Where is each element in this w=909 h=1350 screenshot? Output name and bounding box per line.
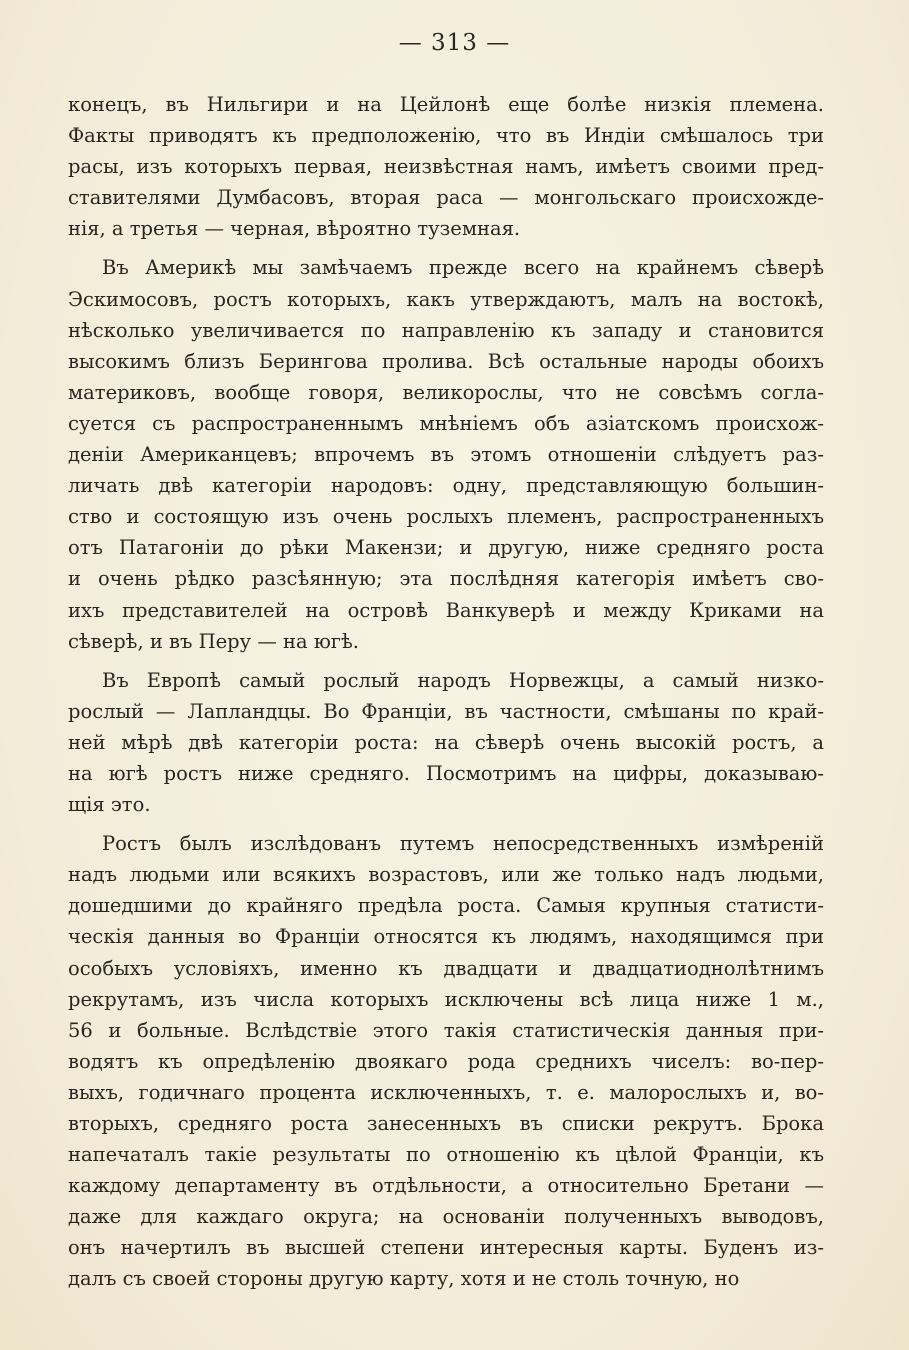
- text-line: высокимъ близъ Берингова пролива. Всѣ остальные народы обоихъ: [68, 349, 824, 373]
- text-line: расы, изъ которыхъ первая, неизвѣстная намъ, имѣетъ своими пред-: [68, 155, 824, 179]
- text-line: деніи Американцевъ; впрочемъ въ этомъ отношеніи слѣдуетъ раз-: [68, 443, 824, 467]
- text-line: выхъ, годичнаго процента исключенныхъ, т. е. малорослыхъ и, во-: [68, 1080, 824, 1104]
- text-line: напечаталъ такіе результаты по отношенію къ цѣлой Франціи, къ: [68, 1143, 824, 1167]
- text-line: даже для каждаго округа; на основаніи полученныхъ выводовъ,: [68, 1205, 824, 1229]
- text-line: суется съ распространеннымъ мнѣніемъ объ азіатскомъ происхож-: [68, 411, 824, 435]
- text-line: на югѣ ростъ ниже средняго. Посмотримъ на цифры, доказываю-: [68, 761, 824, 785]
- text-line: рослый — Лапландцы. Во Франціи, въ частности, смѣшаны по край-: [68, 699, 824, 723]
- text-line: ставителями Думбасовъ, вторая раса — монгольскаго происхожде-: [68, 186, 824, 210]
- text-line: материковъ, вообще говоря, великорослы, что не совсѣмъ согла-: [68, 380, 824, 404]
- paragraph: [68, 665, 824, 820]
- text-line: Ростъ былъ изслѣдованъ путемъ непосредственныхъ измѣреній: [102, 832, 824, 856]
- text-line: и очень рѣдко разсѣянную; эта послѣдняя категорія имѣетъ сво-: [68, 567, 824, 591]
- text-line: каждому департаменту въ отдѣльности, а относительно Бретани —: [68, 1174, 824, 1198]
- text-line: ихъ представителей на островѣ Ванкуверѣ и между Криками на: [68, 598, 824, 622]
- text-line: ней мѣрѣ двѣ категоріи роста: на сѣверѣ очень высокій ростъ, а: [68, 730, 824, 754]
- text-line: онъ начертилъ въ высшей степени интересныя карты. Буденъ из-: [68, 1236, 824, 1260]
- text-line: Эскимосовъ, ростъ которыхъ, какъ утверждаютъ, малъ на востокѣ,: [68, 287, 824, 311]
- text-line: надъ людьми или всякихъ возрастовъ, или же только надъ людьми,: [68, 863, 824, 887]
- text-line: сѣверѣ, и въ Перу — на югѣ.: [68, 629, 359, 653]
- text-line: Въ Европѣ самый рослый народъ Норвежцы, а самый низко-: [102, 668, 824, 692]
- text-line: Факты приводятъ къ предположенію, что въ Индіи смѣшалось три: [68, 124, 824, 148]
- text-line: личать двѣ категоріи народовъ: одну, представляющую большин-: [68, 474, 824, 498]
- text-body: [68, 89, 824, 1295]
- text-line: рекрутамъ, изъ числа которыхъ исключены всѣ лица ниже 1 м.,: [68, 987, 824, 1011]
- paragraph: [68, 252, 824, 656]
- text-line: далъ съ своей стороны другую карту, хотя и не столь точную, но: [68, 1267, 740, 1291]
- text-line: 56 и больные. Вслѣдствіе этого такія статистическія данныя при-: [68, 1018, 824, 1042]
- paragraph-gap: [68, 820, 824, 828]
- text-line: водятъ къ опредѣленію двоякаго рода среднихъ чиселъ: во-пер-: [68, 1049, 824, 1073]
- text-line: отъ Патагоніи до рѣки Макензи; и другую, ниже средняго роста: [68, 536, 824, 560]
- text-line: дошедшими до крайняго предѣла роста. Самыя крупныя статисти-: [68, 894, 824, 918]
- page-number: — 313 —: [398, 30, 511, 56]
- text-line: нѣсколько увеличивается по направленію къ западу и становится: [68, 318, 824, 342]
- paragraph-gap: [68, 244, 824, 252]
- text-line: Въ Америкѣ мы замѣчаемъ прежде всего на крайнемъ сѣверѣ: [102, 256, 824, 280]
- text-line: ство и состоящую изъ очень рослыхъ племенъ, распространенныхъ: [68, 505, 824, 529]
- text-line: ческія данныя во Франціи относятся къ людямъ, находящимся при: [68, 925, 824, 949]
- text-line: щія это.: [68, 793, 151, 817]
- paragraph: [68, 828, 824, 1294]
- text-line: особыхъ условіяхъ, именно къ двадцати и двадцатиоднолѣтнимъ: [68, 956, 824, 980]
- text-line: вторыхъ, средняго роста занесенныхъ въ списки рекрутъ. Брока: [68, 1112, 824, 1135]
- text-line: конецъ, въ Нильгири и на Цейлонѣ еще болѣе низкія племена.: [68, 93, 824, 116]
- paragraph: [68, 89, 824, 244]
- text-line: нія, а третья — черная, вѣроятно туземная.: [68, 217, 521, 241]
- paragraph-gap: [68, 657, 824, 665]
